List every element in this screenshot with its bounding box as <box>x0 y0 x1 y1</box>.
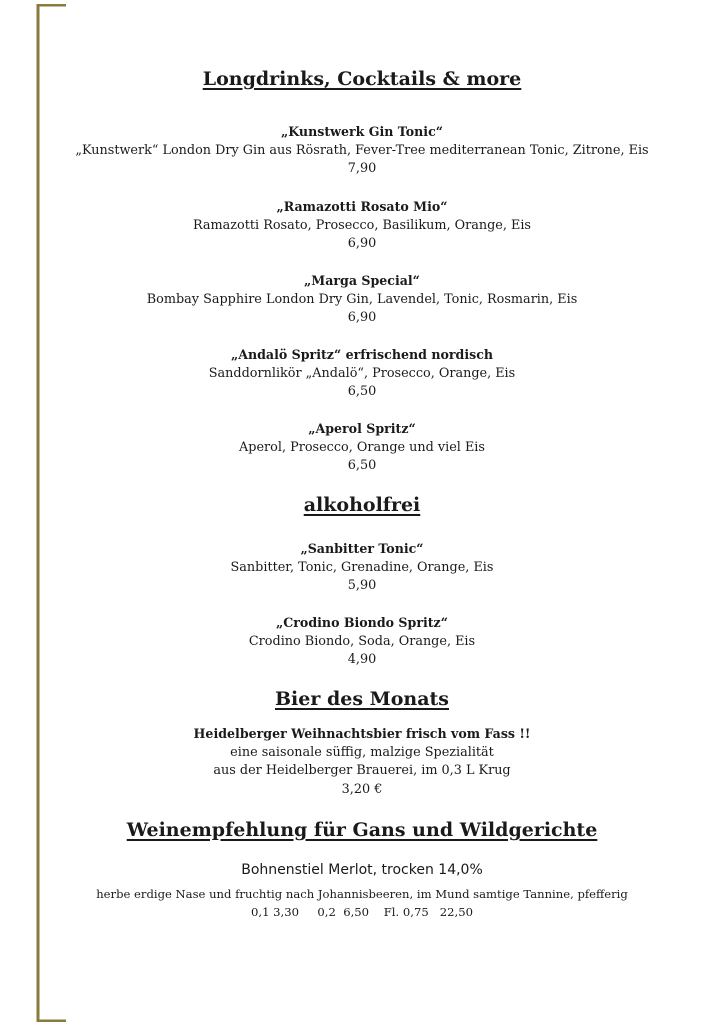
menu-item <box>40 198 684 254</box>
item-description: Aperol, Prosecco, Orange und viel Eis <box>239 439 485 455</box>
wine-name: Bohnenstiel Merlot, trocken 14,0% <box>241 862 483 878</box>
item-description: Ramazotti Rosato, Prosecco, Basilikum, Orange, Eis <box>192 217 531 233</box>
item-price: 6,90 <box>347 236 377 252</box>
item-description: Sanbitter, Tonic, Grenadine, Orange, Eis <box>230 559 494 575</box>
item-name: „Aperol Spritz“ <box>308 421 416 436</box>
menu-item <box>40 540 684 596</box>
menu-item <box>40 614 684 670</box>
beer-description-line-1: eine saisonale süffig, malzige Spezialität <box>230 744 494 760</box>
item-name: „Ramazotti Rosato Mio“ <box>276 199 448 214</box>
item-price: 5,90 <box>347 578 377 594</box>
item-description: Crodino Biondo, Soda, Orange, Eis <box>248 633 476 649</box>
item-price: 7,90 <box>347 161 377 177</box>
section-title-wein: Weinempfehlung für Gans und Wildgerichte <box>126 819 598 841</box>
section-title-bier: Bier des Monats <box>275 688 449 710</box>
item-price: 4,90 <box>347 652 377 668</box>
beer-description-line-2: aus der Heidelberger Brauerei, im 0,3 L Krug <box>213 763 511 779</box>
item-name: „Sanbitter Tonic“ <box>300 541 424 556</box>
wine-prices: 0,1 3,30 0,2 6,50 Fl. 0,75 22,50 <box>251 905 473 919</box>
item-name: „Crodino Biondo Spritz“ <box>276 615 448 630</box>
item-description: Sanddornlikör „Andalö“, Prosecco, Orange, Eis <box>208 365 516 381</box>
item-price: 6,50 <box>347 384 377 400</box>
menu-item <box>40 420 684 476</box>
wine-description: herbe erdige Nase und fruchtig nach Johannisbeeren, im Mund samtige Tannine, pfefferig <box>96 887 628 901</box>
item-name: „Kunstwerk Gin Tonic“ <box>281 124 443 139</box>
item-description: „Kunstwerk“ London Dry Gin aus Rösrath, Fever-Tree mediterranean Tonic, Zitrone, Eis <box>75 142 649 158</box>
item-price: 6,50 <box>347 458 377 474</box>
beer-of-month <box>40 725 684 799</box>
item-name: „Marga Special“ <box>304 273 420 288</box>
section-title-longdrinks: Longdrinks, Cocktails & more <box>202 68 522 90</box>
item-description: Bombay Sapphire London Dry Gin, Lavendel, Tonic, Rosmarin, Eis <box>146 291 578 307</box>
item-price: 6,90 <box>347 310 377 326</box>
beer-name: Heidelberger Weihnachtsbier frisch vom Fass !! <box>193 726 531 741</box>
item-name: „Andalö Spritz“ erfrischend nordisch <box>230 347 494 362</box>
beer-price: 3,20 € <box>341 781 383 797</box>
menu-item <box>40 272 684 328</box>
menu-item <box>40 123 684 179</box>
menu-item <box>40 346 684 402</box>
section-title-alkoholfrei: alkoholfrei <box>303 494 421 516</box>
